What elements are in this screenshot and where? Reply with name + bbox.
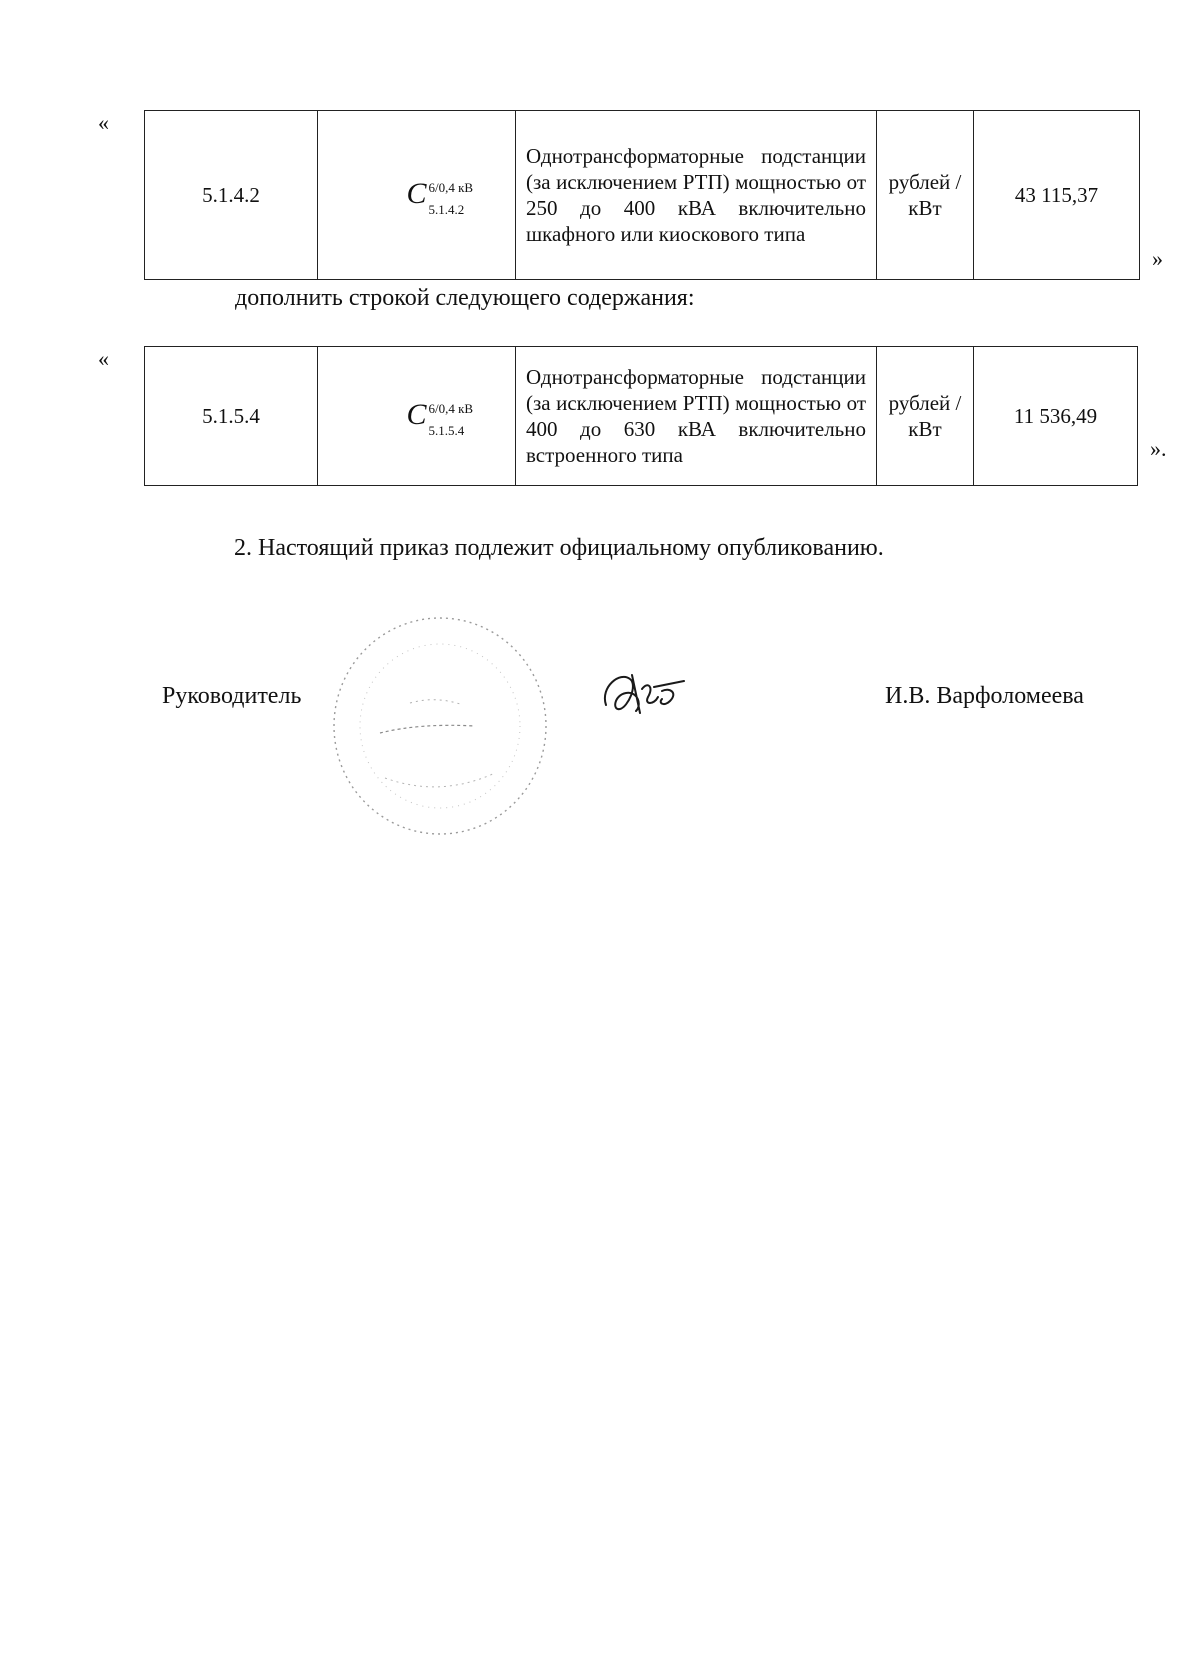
- supplement-instruction: дополнить строкой следующего содержания:: [235, 285, 695, 311]
- signatory-name: И.В. Варфоломеева: [885, 683, 1084, 709]
- handwritten-signature-icon: [598, 665, 688, 725]
- publication-clause: 2. Настоящий приказ подлежит официальному опубликованию.: [234, 535, 884, 561]
- tariff-symbol-formula: C 6/0,4 кВ 5.1.4.2: [406, 177, 474, 217]
- row-number: 5.1.4.2: [145, 111, 318, 280]
- row-unit: рублей /кВт: [877, 347, 974, 486]
- round-seal-icon: [325, 608, 555, 848]
- tariff-symbol: [318, 347, 516, 486]
- row-value: 11 536,49: [974, 347, 1138, 486]
- tariff-symbol-formula: C 6/0,4 кВ 5.1.5.4: [406, 398, 474, 438]
- open-quote: «: [98, 346, 109, 371]
- close-quote: ».: [1150, 436, 1167, 461]
- tariff-symbol: [318, 111, 516, 280]
- signatory-position: Руководитель: [162, 683, 302, 709]
- row-value: 43 115,37: [974, 111, 1140, 280]
- open-quote: «: [98, 110, 109, 135]
- tariff-table-new-row: [144, 346, 1138, 486]
- tariff-table-existing-row: [144, 110, 1140, 280]
- row-description: Однотрансформаторные подстанции (за исключением РТП) мощностью от 400 до 630 кВА включительно встроенного типа: [516, 347, 877, 486]
- row-unit: рублей /кВт: [877, 111, 974, 280]
- row-number: 5.1.5.4: [145, 347, 318, 486]
- row-description: Однотрансформаторные подстанции (за исключением РТП) мощностью от 250 до 400 кВА включительно шкафного или киоскового типа: [516, 111, 877, 280]
- table-row: [145, 111, 1140, 280]
- close-quote: »: [1152, 246, 1163, 271]
- table-row: [145, 347, 1138, 486]
